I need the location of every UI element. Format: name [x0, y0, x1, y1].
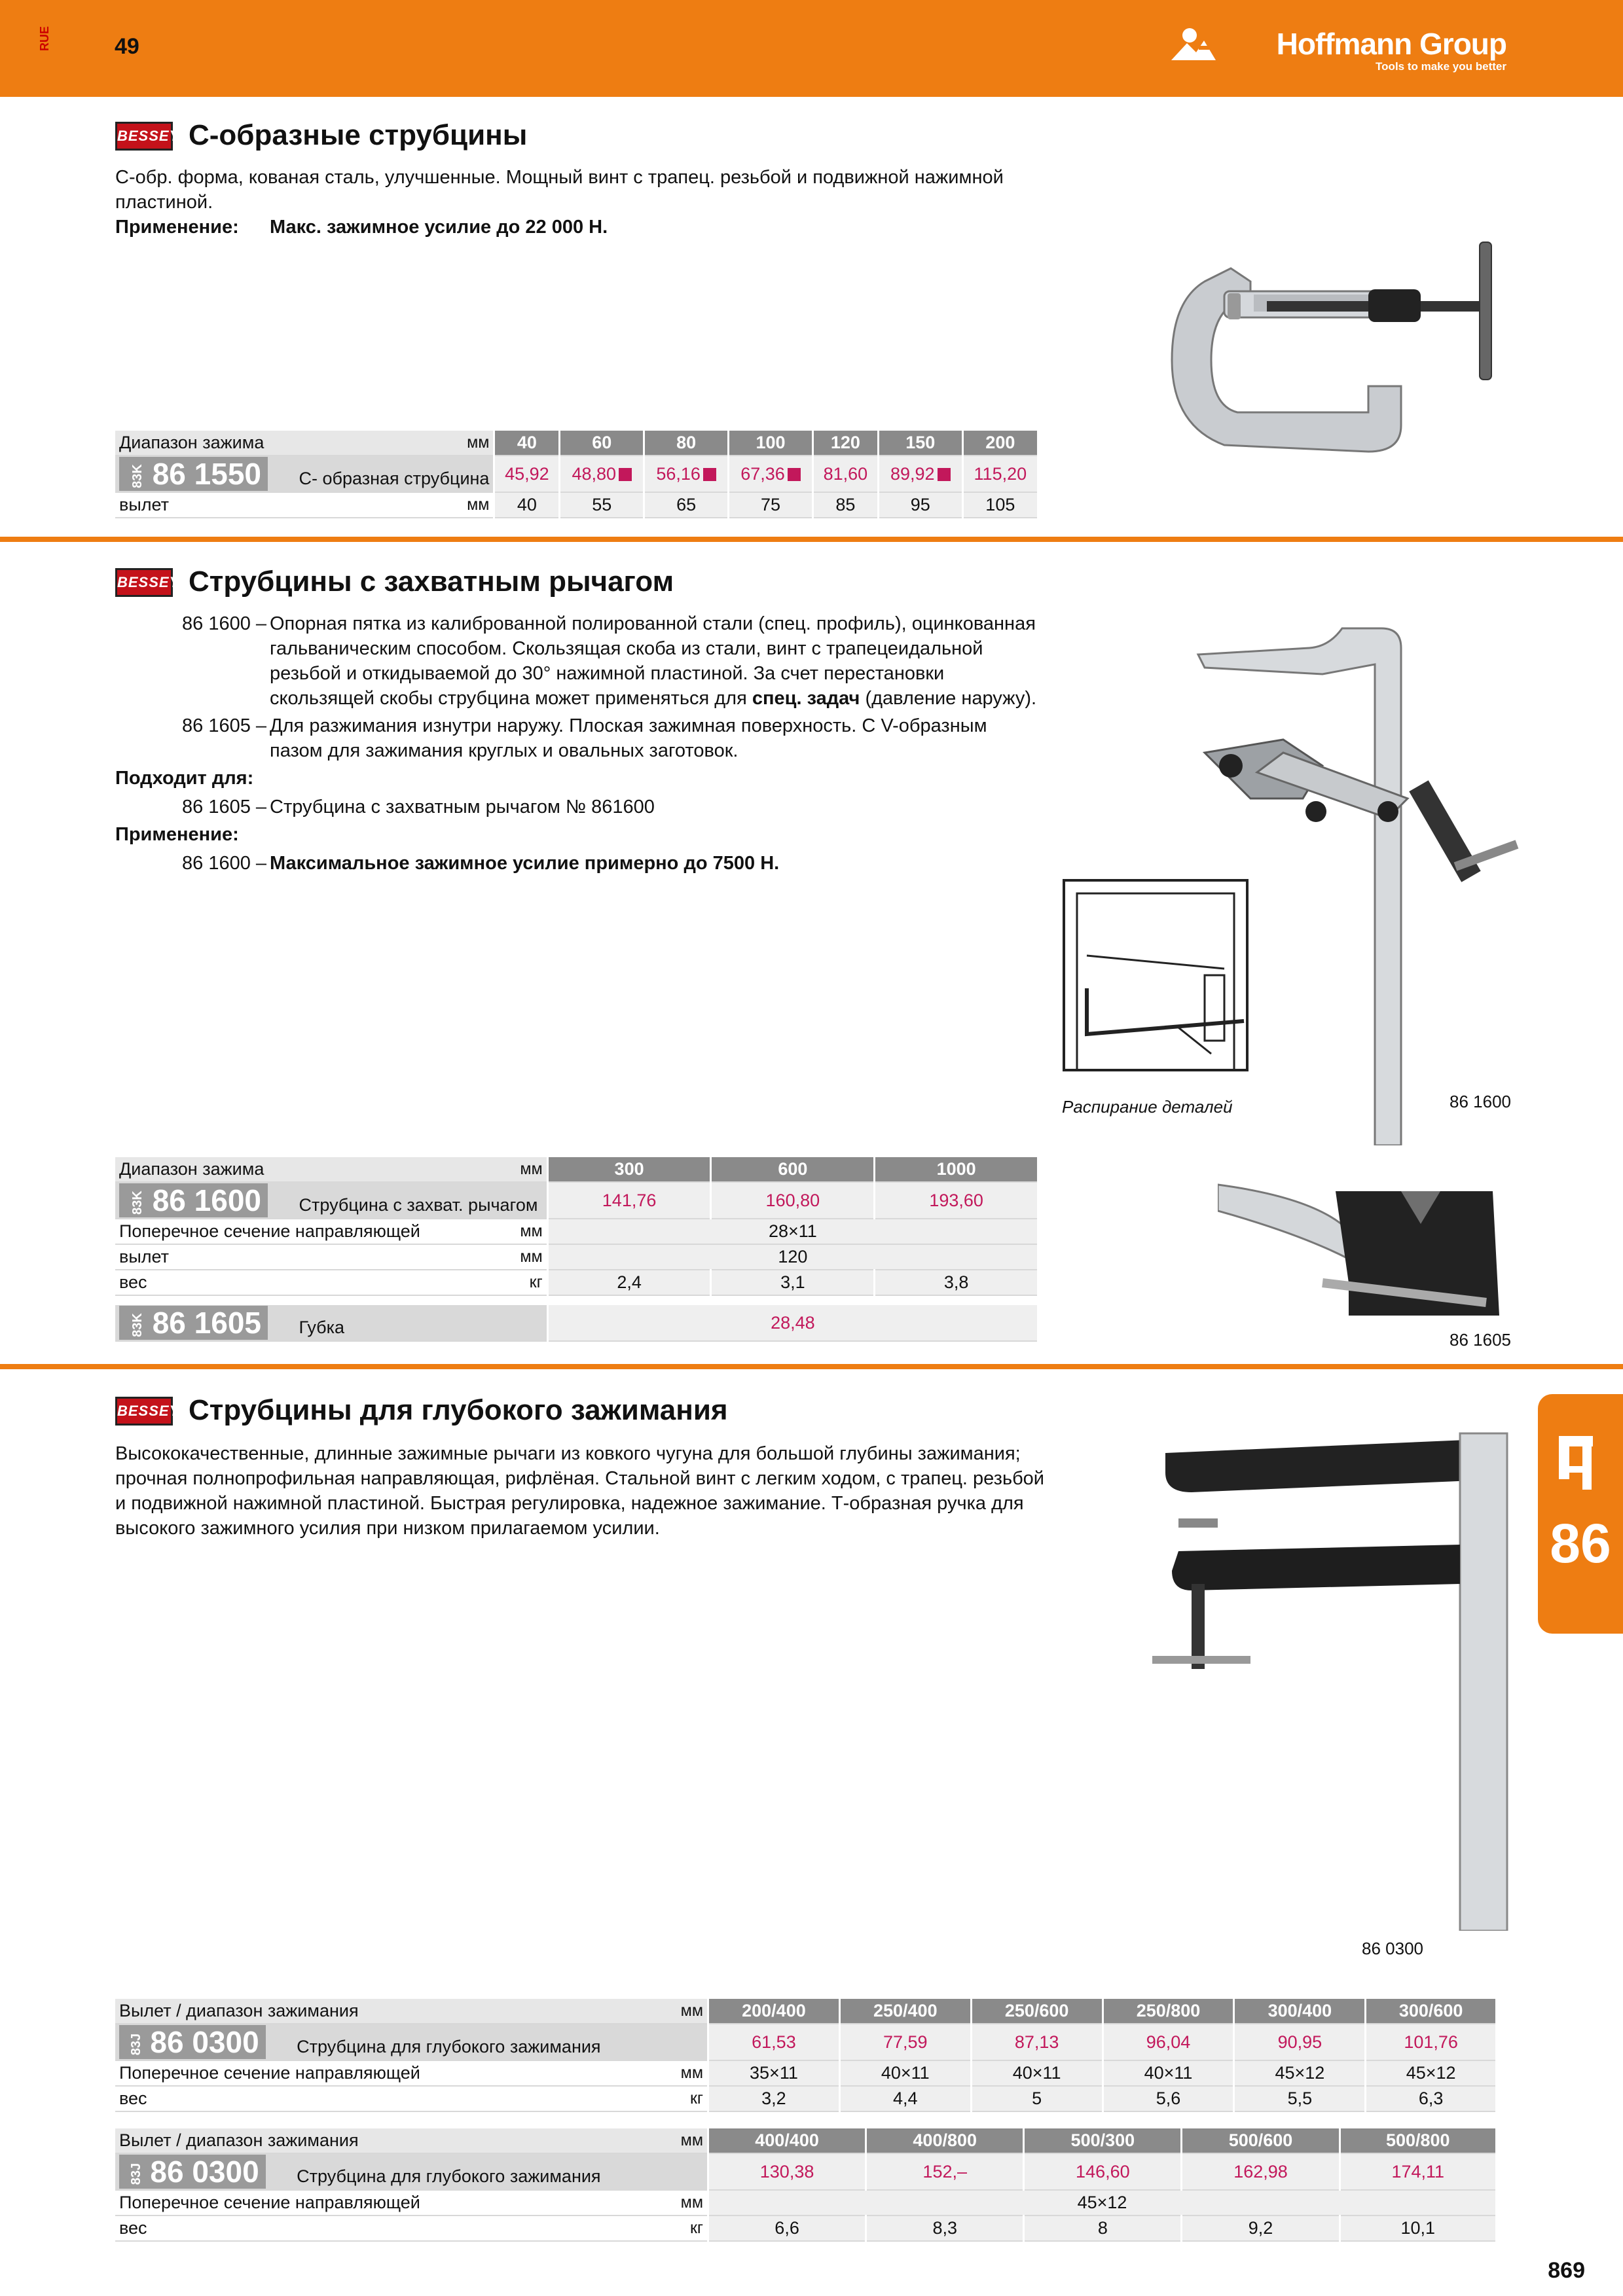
brand-tagline: Tools to make you better [1376, 60, 1506, 73]
section1-desc-line1: С-обр. форма, кованая сталь, улучшенные. Мощный винт с трапец. резьбой и подвижной нажимной [115, 167, 1004, 188]
range-value: 300/600 [1366, 1999, 1495, 2024]
price-value: 81,60 [823, 463, 868, 484]
section-value: 40×11 [839, 2060, 971, 2086]
product-name: Струбцина для глубокого зажимания [297, 2166, 601, 2186]
section2-application-label: Применение: [115, 824, 239, 845]
range-value: 300/400 [1234, 1999, 1366, 2024]
table-row-product [115, 1182, 1037, 1219]
price: 160,80 [711, 1182, 875, 1219]
price: 162,98 [1182, 2153, 1340, 2190]
chapter-number: 86 [1550, 1513, 1611, 1574]
range-value: 600 [711, 1157, 875, 1182]
range-value: 200/400 [708, 1999, 840, 2024]
price-value: 48,80 [572, 463, 617, 484]
section-value: 35×11 [708, 2060, 840, 2086]
article-prefix: 83K [130, 464, 145, 489]
chapter-tab [1538, 1394, 1623, 1634]
reach-unit: мм [497, 1244, 547, 1270]
section1-desc-line2: пластиной. [115, 192, 213, 213]
range-label: Диапазон зажима [115, 1157, 497, 1182]
reach-unit: мм [450, 492, 494, 518]
item1-last-pre: скользящей скобы струбцина может применяться для [270, 688, 752, 709]
table-row-section [115, 2190, 1495, 2215]
section2-application-code: 86 1600 – [182, 853, 267, 874]
reach-label: вылет [115, 492, 450, 518]
range-value: 150 [878, 431, 962, 456]
price: 87,13 [971, 2024, 1103, 2060]
table-lever-clamp [115, 1157, 1037, 1342]
item1-last-line [270, 686, 1036, 711]
range-value: 300 [547, 1157, 711, 1182]
clamp-chapter-icon [1556, 1433, 1605, 1492]
section-value: 45×12 [708, 2190, 1496, 2215]
range-value: 500/300 [1024, 2128, 1182, 2153]
section3-desc-line: прочная полнопрофильная направляющая, рифлёная. Стальной винт с легким ходом, с трапец. резьбой [115, 1468, 1045, 1489]
price: 174,11 [1340, 2153, 1495, 2190]
range-value: 120 [812, 431, 878, 456]
section-value: 45×12 [1234, 2060, 1366, 2086]
reach-value: 95 [878, 492, 962, 518]
reach-value: 75 [729, 492, 813, 518]
hoffmann-logo-icon [1170, 24, 1217, 63]
item1-last-bold: спец. задач [752, 688, 860, 709]
price: 130,38 [708, 2153, 866, 2190]
weight-value: 10,1 [1340, 2215, 1495, 2241]
fits-text: Струбцина с захватным рычагом № 861600 [270, 797, 655, 817]
item1-code: 86 1600 – [182, 613, 267, 634]
article-prefix: 83J [129, 2163, 144, 2185]
table-row-weight [115, 2215, 1495, 2241]
weight-value: 6,6 [708, 2215, 866, 2241]
photo-caption-861605: 86 1605 [1450, 1330, 1511, 1350]
deep-clamp-image [1152, 1420, 1519, 1931]
article-code: 86 0300 [150, 2025, 259, 2059]
table-row-range [115, 431, 1037, 456]
price [878, 456, 962, 492]
article-number [119, 1183, 268, 1217]
weight-value: 3,1 [711, 1270, 875, 1295]
price: 90,95 [1234, 2024, 1366, 2060]
range-value: 400/800 [866, 2128, 1024, 2153]
new-price-marker-icon [703, 468, 716, 481]
lever-clamp-image [1192, 602, 1519, 1145]
weight-value: 3,2 [708, 2086, 840, 2111]
brand-name: Hoffmann Group [1276, 27, 1506, 61]
price: 141,76 [547, 1182, 711, 1219]
range-unit: мм [450, 431, 494, 456]
bessey-logo: BESSEY [115, 1397, 173, 1426]
weight-unit: кг [497, 1270, 547, 1295]
product-name: Струбцина для глубокого зажимания [297, 2037, 601, 2056]
weight-value: 5,5 [1234, 2086, 1366, 2111]
table-row-weight [115, 2086, 1495, 2111]
page-number-top: 49 [115, 34, 139, 59]
price [494, 456, 560, 492]
weight-value: 5 [971, 2086, 1103, 2111]
table-row-section [115, 2060, 1495, 2086]
table-row-weight [115, 1270, 1037, 1295]
weight-label: вес [115, 1270, 497, 1295]
section3-desc-line: Высококачественные, длинные зажимные рычаги из ковкого чугуна для большой глубины зажимания; [115, 1443, 1021, 1464]
new-price-marker-icon [938, 468, 951, 481]
range-value: 500/800 [1340, 2128, 1495, 2153]
table-row-product [115, 2024, 1495, 2060]
section-unit: мм [660, 2060, 708, 2086]
price [962, 456, 1037, 492]
bessey-logo: BESSEY [115, 568, 173, 597]
range-unit: мм [660, 2128, 708, 2153]
section3-title: Струбцины для глубокого зажимания [189, 1394, 728, 1426]
range-value: 1000 [875, 1157, 1037, 1182]
weight-label: вес [115, 2086, 660, 2111]
range-unit: мм [660, 1999, 708, 2024]
weight-value: 4,4 [839, 2086, 971, 2111]
article-number [119, 1306, 268, 1340]
section2-title: Струбцины с захватным рычагом [189, 565, 674, 598]
section-value: 45×12 [1366, 2060, 1495, 2086]
reach-value: 55 [560, 492, 644, 518]
range-value: 40 [494, 431, 560, 456]
weight-value: 2,4 [547, 1270, 711, 1295]
range-label: Вылет / диапазон зажимания [115, 1999, 660, 2024]
section-divider [0, 1364, 1623, 1369]
price: 101,76 [1366, 2024, 1495, 2060]
range-value: 80 [644, 431, 729, 456]
range-value: 250/600 [971, 1999, 1103, 2024]
price-value: 45,92 [505, 463, 549, 484]
table-row-product [115, 2153, 1495, 2190]
price [560, 456, 644, 492]
reach-value: 85 [812, 492, 878, 518]
item2-line: пазом для зажимания круглых и овальных заготовок. [270, 740, 739, 761]
reach-value: 105 [962, 492, 1037, 518]
bessey-logo: BESSEY [115, 122, 173, 151]
section1-title: С-образные струбцины [189, 119, 528, 151]
language-label: RUE [38, 26, 51, 52]
price: 28,48 [547, 1305, 1037, 1341]
reach-value: 40 [494, 492, 560, 518]
product-name: Губка [299, 1318, 345, 1337]
section1-application-value: Макс. зажимное усилие до 22 000 Н. [270, 217, 608, 238]
weight-value: 6,3 [1366, 2086, 1495, 2111]
weight-value: 5,6 [1103, 2086, 1234, 2111]
article-number [119, 457, 268, 491]
table-row-range [115, 2128, 1495, 2153]
price [812, 456, 878, 492]
price-value: 56,16 [656, 463, 701, 484]
price-value: 115,20 [974, 463, 1027, 484]
price [644, 456, 729, 492]
item2-code: 86 1605 – [182, 715, 267, 736]
product-name: С- образная струбцина [299, 469, 490, 488]
article-number [119, 2155, 266, 2189]
reach-value: 120 [547, 1244, 1037, 1270]
item1-line: гальваническим способом. Скользящая скоба из стали, винт с трапецеидальной [270, 638, 983, 659]
price-value: 89,92 [890, 463, 935, 484]
section-label: Поперечное сечение направляющей [115, 2060, 660, 2086]
table-row-product [115, 456, 1037, 492]
table-row-reach [115, 1244, 1037, 1270]
range-label: Диапазон зажима [115, 431, 450, 456]
table-row-range [115, 1157, 1037, 1182]
section-unit: мм [497, 1219, 547, 1244]
photo-caption-861600: 86 1600 [1450, 1092, 1511, 1111]
item1-line: резьбой и откидываемой до 30° нажимной пластиной. За счет перестановки [270, 663, 945, 684]
table-row-section [115, 1219, 1037, 1244]
item2-line: Для разжимания изнутри наружу. Плоская зажимная поверхность. С V-образным [270, 715, 987, 736]
weight-value: 8 [1024, 2215, 1182, 2241]
article-code: 86 0300 [150, 2155, 259, 2189]
section-label: Поперечное сечение направляющей [115, 2190, 660, 2215]
price: 96,04 [1103, 2024, 1234, 2060]
new-price-marker-icon [619, 468, 632, 481]
product-name: Струбцина с захват. рычагом [299, 1195, 538, 1215]
price: 146,60 [1024, 2153, 1182, 2190]
weight-unit: кг [660, 2086, 708, 2111]
article-code: 86 1550 [152, 457, 261, 491]
reach-value: 65 [644, 492, 729, 518]
price: 77,59 [839, 2024, 971, 2060]
jaw-image [1218, 1172, 1506, 1322]
illustration-caption: Распирание деталей [1062, 1097, 1233, 1117]
table-c-clamp [115, 431, 1037, 518]
price: 152,– [866, 2153, 1024, 2190]
section-value: 28×11 [547, 1219, 1037, 1244]
article-number [119, 2025, 266, 2059]
table-row-reach [115, 492, 1037, 518]
article-prefix: 83K [130, 1191, 145, 1215]
section-value: 40×11 [971, 2060, 1103, 2086]
weight-value: 8,3 [866, 2215, 1024, 2241]
item1-last-post: (давление наружу). [860, 688, 1037, 709]
section2-application-text: Максимальное зажимное усилие примерно до 7500 Н. [270, 853, 780, 874]
range-value: 100 [729, 431, 813, 456]
section-divider [0, 537, 1623, 542]
article-code: 86 1600 [152, 1183, 261, 1217]
item1-line: Опорная пятка из калиброванной полированной стали (спец. профиль), оцинкованная [270, 613, 1036, 634]
section3-desc-line: и подвижной нажимной пластиной. Быстрая регулировка, надежное зажимание. Т-образная ручка для [115, 1493, 1024, 1514]
page-number-bottom: 869 [1548, 2258, 1585, 2283]
section3-desc-line: высокого зажимного усилия при низком прилагаемом усилии. [115, 1518, 660, 1539]
range-value: 250/400 [839, 1999, 971, 2024]
price [729, 456, 813, 492]
range-value: 250/800 [1103, 1999, 1234, 2024]
fits-code: 86 1605 – [182, 797, 267, 817]
weight-value: 3,8 [875, 1270, 1037, 1295]
c-clamp-image [1152, 229, 1532, 465]
article-code: 86 1605 [152, 1306, 261, 1340]
new-price-marker-icon [788, 468, 801, 481]
table-deep-clamp-1 [115, 1999, 1495, 2112]
article-prefix: 83J [129, 2034, 144, 2056]
photo-caption-860300: 86 0300 [1362, 1939, 1423, 1958]
section-label: Поперечное сечение направляющей [115, 1219, 497, 1244]
range-label: Вылет / диапазон зажимания [115, 2128, 660, 2153]
brand-logo [1277, 26, 1506, 73]
section1-application-label: Применение: [115, 217, 239, 238]
price: 61,53 [708, 2024, 840, 2060]
weight-value: 9,2 [1182, 2215, 1340, 2241]
reach-label: вылет [115, 1244, 497, 1270]
range-value: 400/400 [708, 2128, 866, 2153]
price-value: 67,36 [740, 463, 785, 484]
table-row-product-2 [115, 1305, 1037, 1341]
range-unit: мм [497, 1157, 547, 1182]
table-deep-clamp-2 [115, 2128, 1495, 2242]
weight-label: вес [115, 2215, 660, 2241]
range-value: 60 [560, 431, 644, 456]
range-value: 500/600 [1182, 2128, 1340, 2153]
section-unit: мм [660, 2190, 708, 2215]
article-prefix: 83K [130, 1313, 145, 1338]
fits-label: Подходит для: [115, 768, 254, 789]
section-value: 40×11 [1103, 2060, 1234, 2086]
table-row-range [115, 1999, 1495, 2024]
range-value: 200 [962, 431, 1037, 456]
weight-unit: кг [660, 2215, 708, 2241]
price: 193,60 [875, 1182, 1037, 1219]
